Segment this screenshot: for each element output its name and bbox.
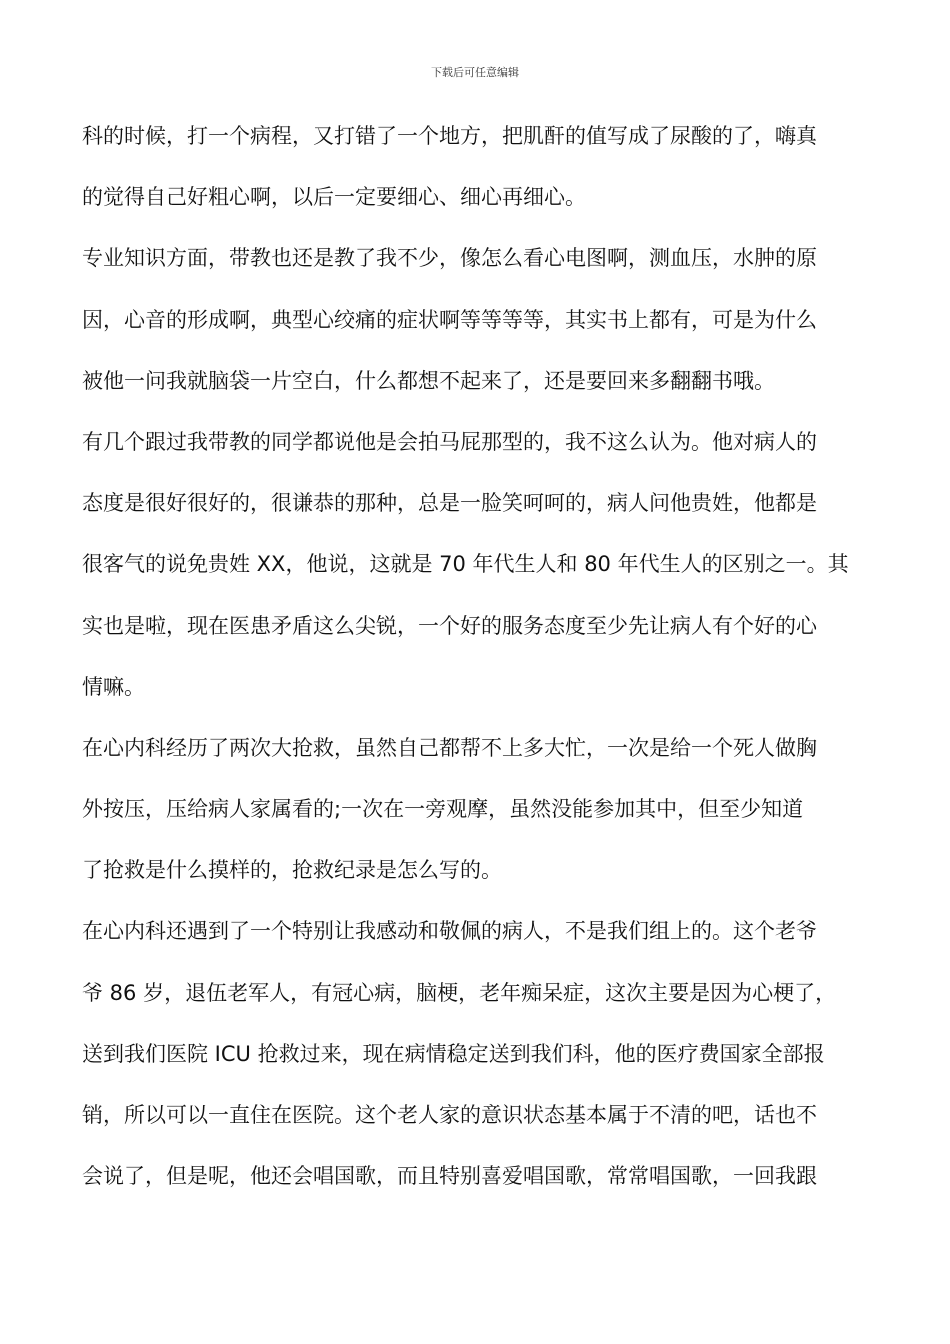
- text-line: 专业知识方面，带教也还是教了我不少，像怎么看心电图啊，测血压，水肿的原: [82, 246, 817, 271]
- text-line: 科的时候，打一个病程，又打错了一个地方，把肌酐的值写成了尿酸的了，嗨真: [82, 124, 817, 148]
- text-line: 态度是很好很好的，很谦恭的那种，总是一脸笑呵呵的，病人问他贵姓，他都是: [82, 491, 817, 516]
- text-line: 销，所以可以一直住在医院。这个老人家的意识状态基本属于不清的吧，话也不: [82, 1103, 817, 1127]
- text-line: 爷 86 岁，退伍老军人，有冠心病，脑梗，老年痴呆症，这次主要是因为心梗了，: [82, 980, 837, 1005]
- text-line: 被他一问我就脑袋一片空白，什么都想不起来了，还是要回来多翻翻书哦。: [82, 368, 775, 393]
- text-line: 的觉得自己好粗心啊，以后一定要细心、细心再细心。: [82, 185, 586, 210]
- text-line: 很客气的说免贵姓 XX，他说，这就是 70 年代生人和 80 年代生人的区别之一。其: [82, 552, 849, 577]
- text-line: 有几个跟过我带教的同学都说他是会拍马屁那型的，我不这么认为。他对病人的: [82, 429, 817, 454]
- text-line: 情嘛。: [82, 674, 145, 699]
- text-line: 了抢救是什么摸样的，抢救纪录是怎么写的。: [82, 858, 502, 883]
- text-line: 在心内科经历了两次大抢救，虽然自己都帮不上多大忙，一次是给一个死人做胸: [82, 735, 817, 760]
- text-line: 会说了，但是呢，他还会唱国歌，而且特别喜爱唱国歌，常常唱国歌，一回我跟: [82, 1164, 817, 1189]
- page-header: 下载后可任意编辑: [431, 66, 519, 79]
- document-body: [82, 113, 882, 1214]
- text-line: 实也是啦，现在医患矛盾这么尖锐，一个好的服务态度至少先让病人有个好的心: [82, 613, 817, 638]
- text-line: 因，心音的形成啊，典型心绞痛的症状啊等等等等，其实书上都有，可是为什么: [82, 307, 817, 332]
- text-line: 在心内科还遇到了一个特别让我感动和敬佩的病人，不是我们组上的。这个老爷: [82, 919, 817, 944]
- text-line: 送到我们医院 ICU 抢救过来，现在病情稳定送到我们科，他的医疗费国家全部报: [82, 1041, 825, 1066]
- text-line: 外按压，压给病人家属看的;一次在一旁观摩，虽然没能参加其中，但至少知道: [82, 797, 804, 822]
